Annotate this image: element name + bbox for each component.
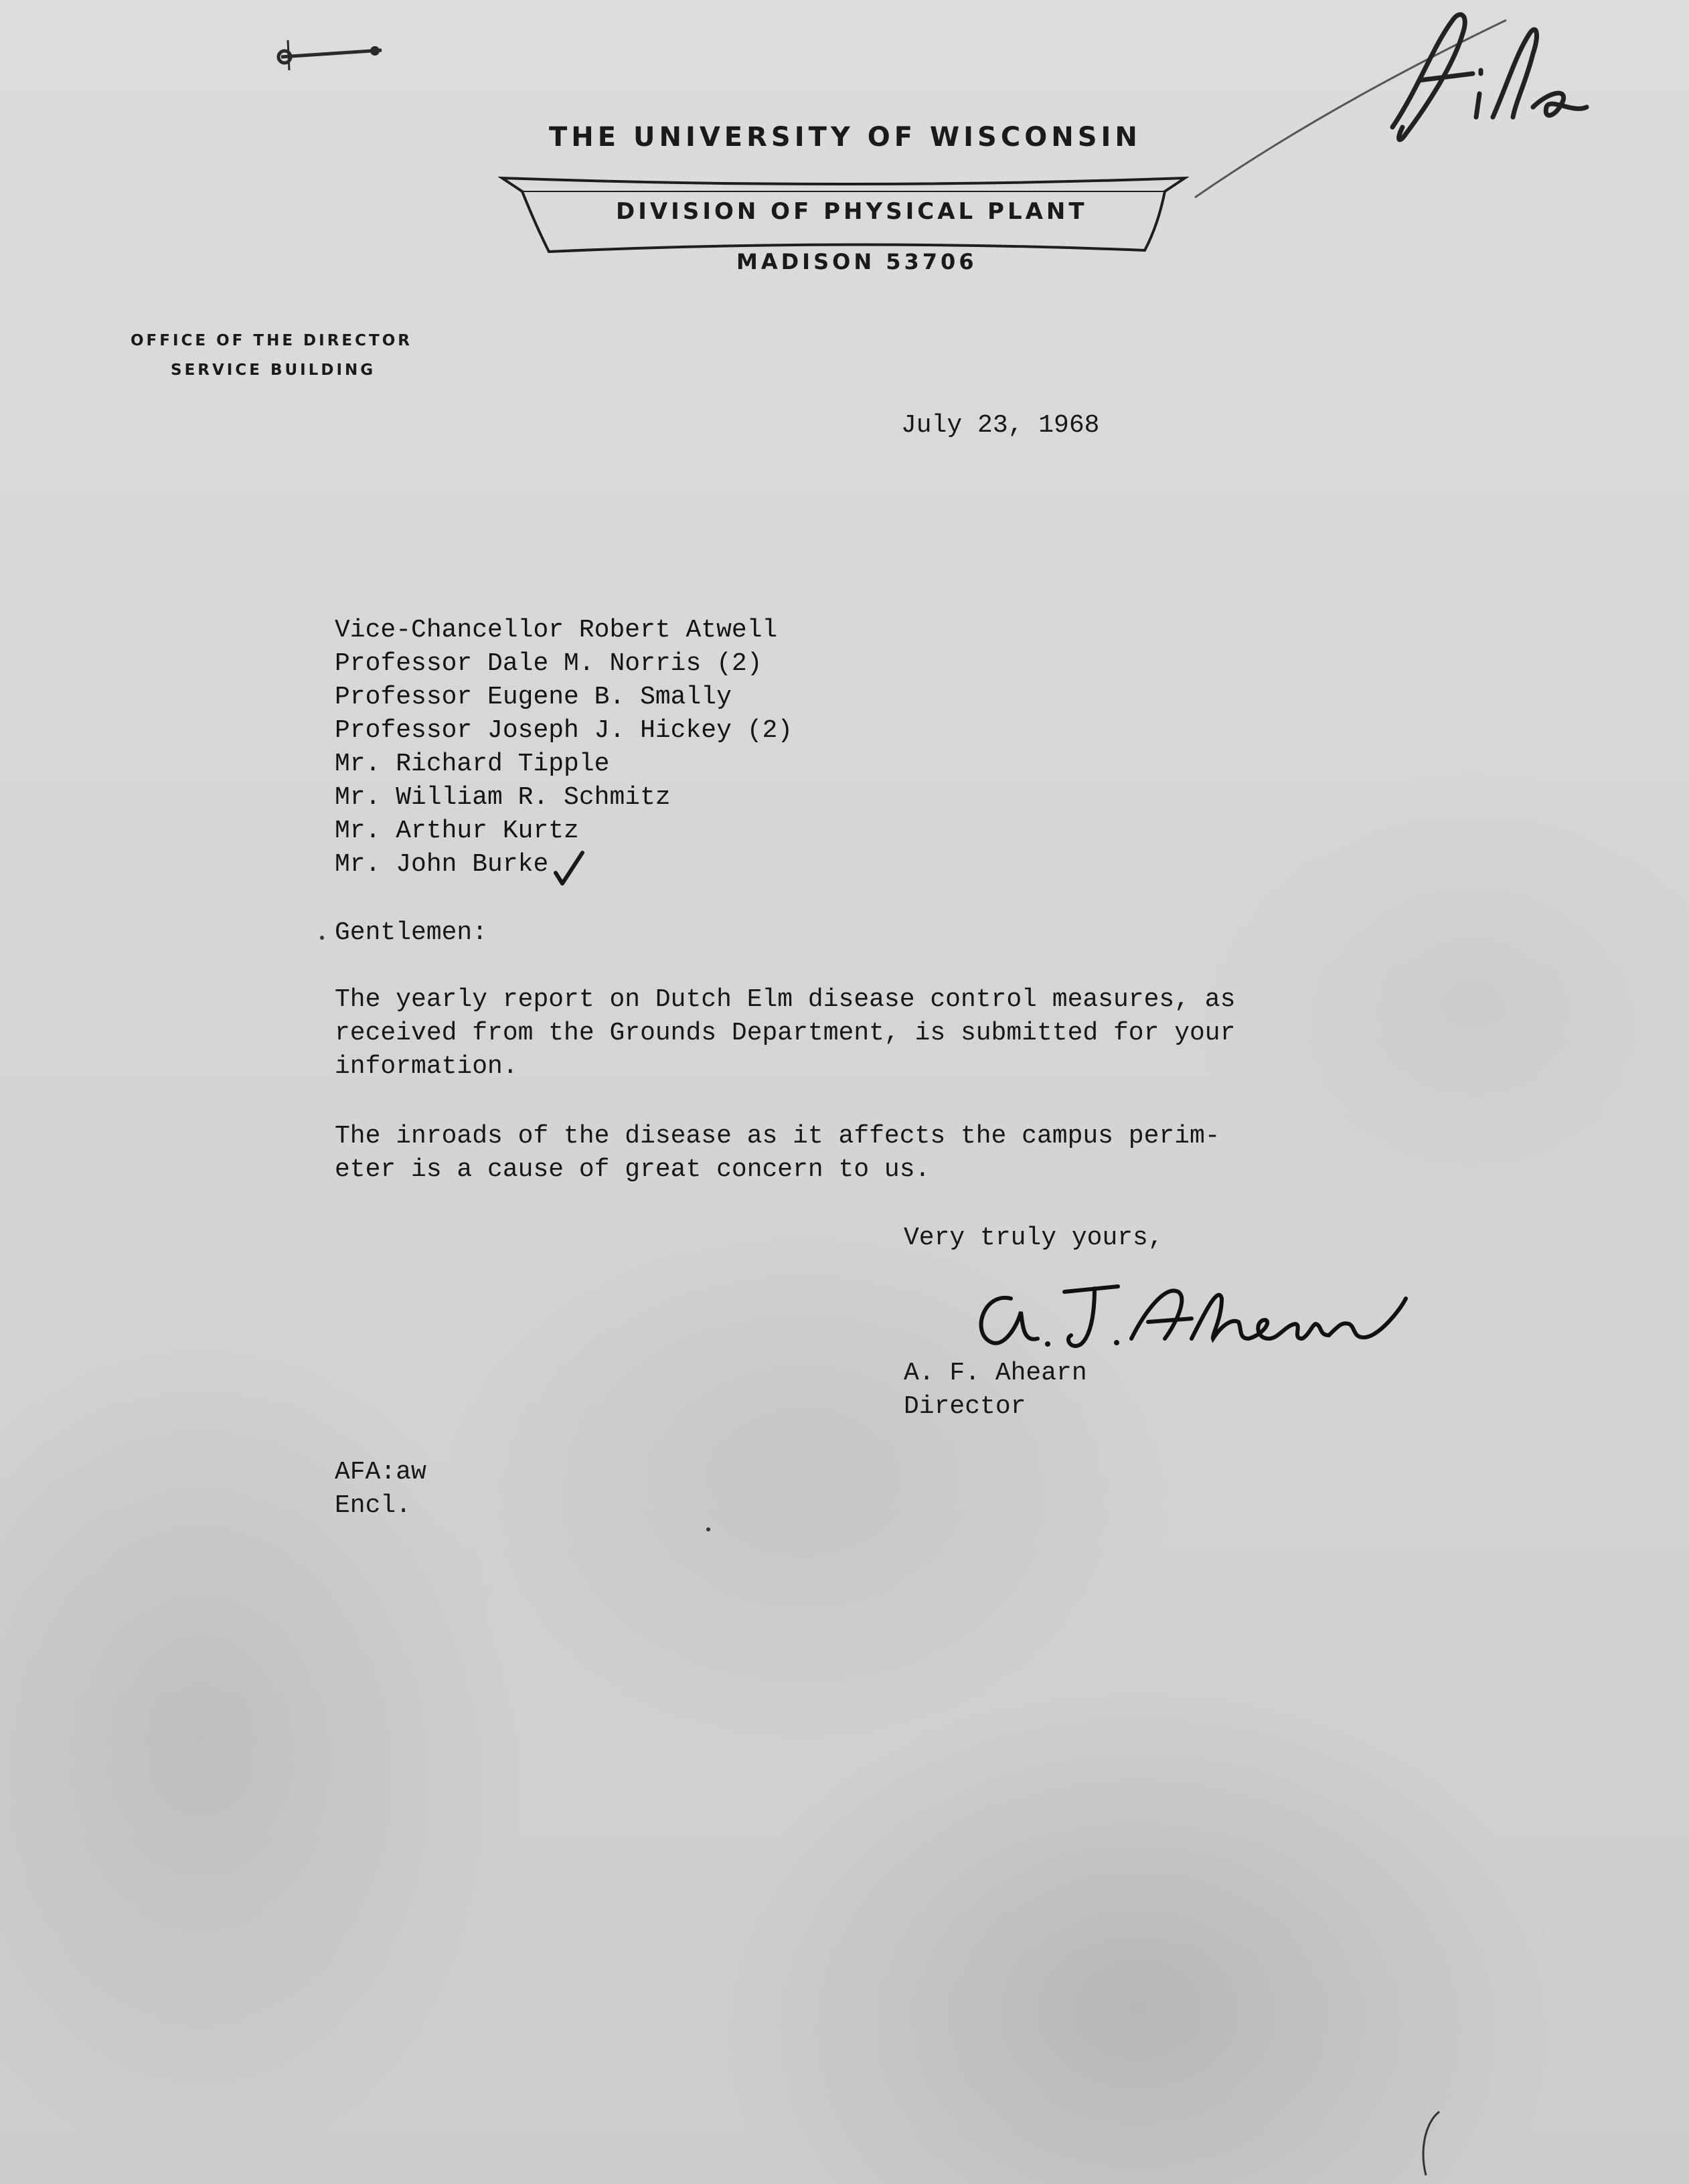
paragraph-line: eter is a cause of great concern to us. xyxy=(335,1155,931,1184)
letterhead-office: OFFICE OF THE DIRECTOR xyxy=(131,332,412,349)
recipient-line: Mr. William R. Schmitz xyxy=(335,783,671,812)
paragraph-line: received from the Grounds Department, is submitted for your xyxy=(335,1019,1236,1047)
body-paragraph-1 xyxy=(335,985,1235,1086)
letterhead-university: THE UNIVERSITY OF WISCONSIN xyxy=(549,122,1141,153)
paragraph-line: information. xyxy=(335,1052,518,1081)
recipient-line: Professor Dale M. Norris (2) xyxy=(335,649,762,678)
recipient-line: Professor Joseph J. Hickey (2) xyxy=(335,716,793,745)
margin-dot xyxy=(320,936,324,940)
letterhead-building: SERVICE BUILDING xyxy=(171,361,376,379)
paragraph-line: The yearly report on Dutch Elm disease control measures, as xyxy=(335,985,1236,1014)
enclosure-note: Encl. xyxy=(335,1491,412,1520)
recipient-line: Vice-Chancellor Robert Atwell xyxy=(335,616,778,645)
checkmark-icon xyxy=(552,850,585,888)
recipient-line: Mr. Richard Tipple xyxy=(335,750,610,778)
closing: Very truly yours, xyxy=(904,1224,1163,1252)
letterhead-city: MADISON 53706 xyxy=(736,249,977,274)
signer-title: Director xyxy=(904,1392,1026,1421)
recipient-line: Mr. Arthur Kurtz xyxy=(335,817,579,845)
corner-pen-mark xyxy=(1413,2108,1453,2182)
body-paragraph-2 xyxy=(335,1122,1220,1189)
paragraph-line: The inroads of the disease as it affects the campus perim- xyxy=(335,1122,1220,1151)
signer-name: A. F. Ahearn xyxy=(904,1359,1087,1388)
letter-date: July 23, 1968 xyxy=(901,411,1100,440)
recipient-line: Mr. John Burke xyxy=(335,850,549,879)
stray-mark xyxy=(706,1527,710,1531)
reference-initials: AFA:aw xyxy=(335,1458,426,1487)
recipient-line: Professor Eugene B. Smally xyxy=(335,683,732,711)
paper-clip-mark xyxy=(268,33,395,74)
salutation: Gentlemen: xyxy=(335,918,488,947)
recipient-list xyxy=(335,616,793,884)
handwritten-file-mark xyxy=(1379,7,1593,154)
letterhead-division: DIVISION OF PHYSICAL PLANT xyxy=(616,198,1088,225)
handwritten-signature xyxy=(964,1272,1419,1359)
